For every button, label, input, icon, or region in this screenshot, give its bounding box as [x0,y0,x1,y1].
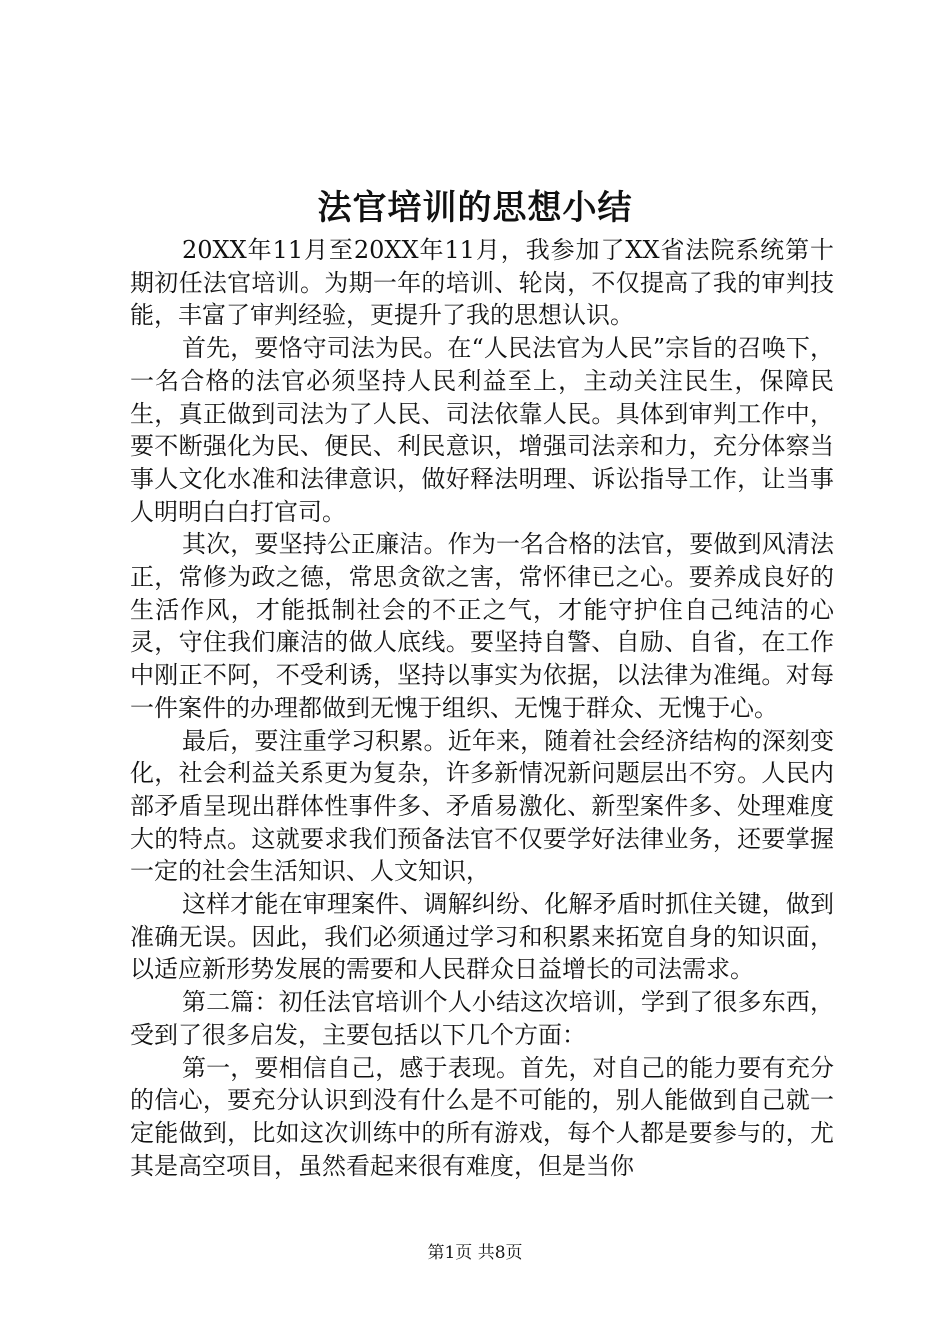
paragraph: 最后，要注重学习积累。近年来，随着社会经济结构的深刻变化，社会利益关系更为复杂，许多新情况新问题层出不穷。人民内部矛盾呈现出群体性事件多、矛盾易激化、新型案件多、处理难度大的特点。这就要求我们预备法官不仅要学好法律业务，还要掌握一定的社会生活知识、人文知识， [130,726,834,886]
page-number-footer: 第1页 共8页 [427,1243,523,1263]
paragraph: 第一，要相信自己，感于表现。首先，对自己的能力要有充分的信心，要充分认识到没有什么是不可能的，别人能做到自己就一定能做到，比如这次训练中的所有游戏，每个人都是要参与的，尤其是高空项目，虽然看起来很有难度，但是当你 [130,1053,834,1180]
paragraph: 20XX年11月至20XX年11月，我参加了XX省法院系统第十期初任法官培训。为期一年的培训、轮岗，不仅提高了我的审判技能，丰富了审判经验，更提升了我的思想认识。 [130,236,834,330]
paragraph: 其次，要坚持公正廉洁。作为一名合格的法官，要做到风清法正，常修为政之德，常思贪欲之害，常怀律已之心。要养成良好的生活作风，才能抵制社会的不正之气，才能守护住自己纯洁的心灵，守住我们廉洁的做人底线。要坚持自警、自励、自省，在工作中刚正不阿，不受利诱，坚持以事实为依据，以法律为准绳。对每一件案件的办理都做到无愧于组织、无愧于群众、无愧于心。 [130,530,834,722]
document-title: 法官培训的思想小结 [317,188,633,228]
paragraph: 这样才能在审理案件、调解纠纷、化解矛盾时抓住关键，做到准确无误。因此，我们必须通过学习和积累来拓宽自身的知识面，以适应新形势发展的需要和人民群众日益增长的司法需求。 [130,890,834,984]
document-body [130,234,834,1182]
paragraph: 第二篇：初任法官培训个人小结这次培训，学到了很多东西，受到了很多启发，主要包括以下几个方面： [130,988,834,1049]
paragraph: 首先，要恪守司法为民。在“人民法官为人民”宗旨的召唤下，一名合格的法官必须坚持人民利益至上，主动关注民生，保障民生，真正做到司法为了人民、司法依靠人民。具体到审判工作中，要不断强化为民、便民、利民意识，增强司法亲和力，充分体察当事人文化水准和法律意识，做好释法明理、诉讼指导工作，让当事人明明白白打官司。 [130,334,834,526]
